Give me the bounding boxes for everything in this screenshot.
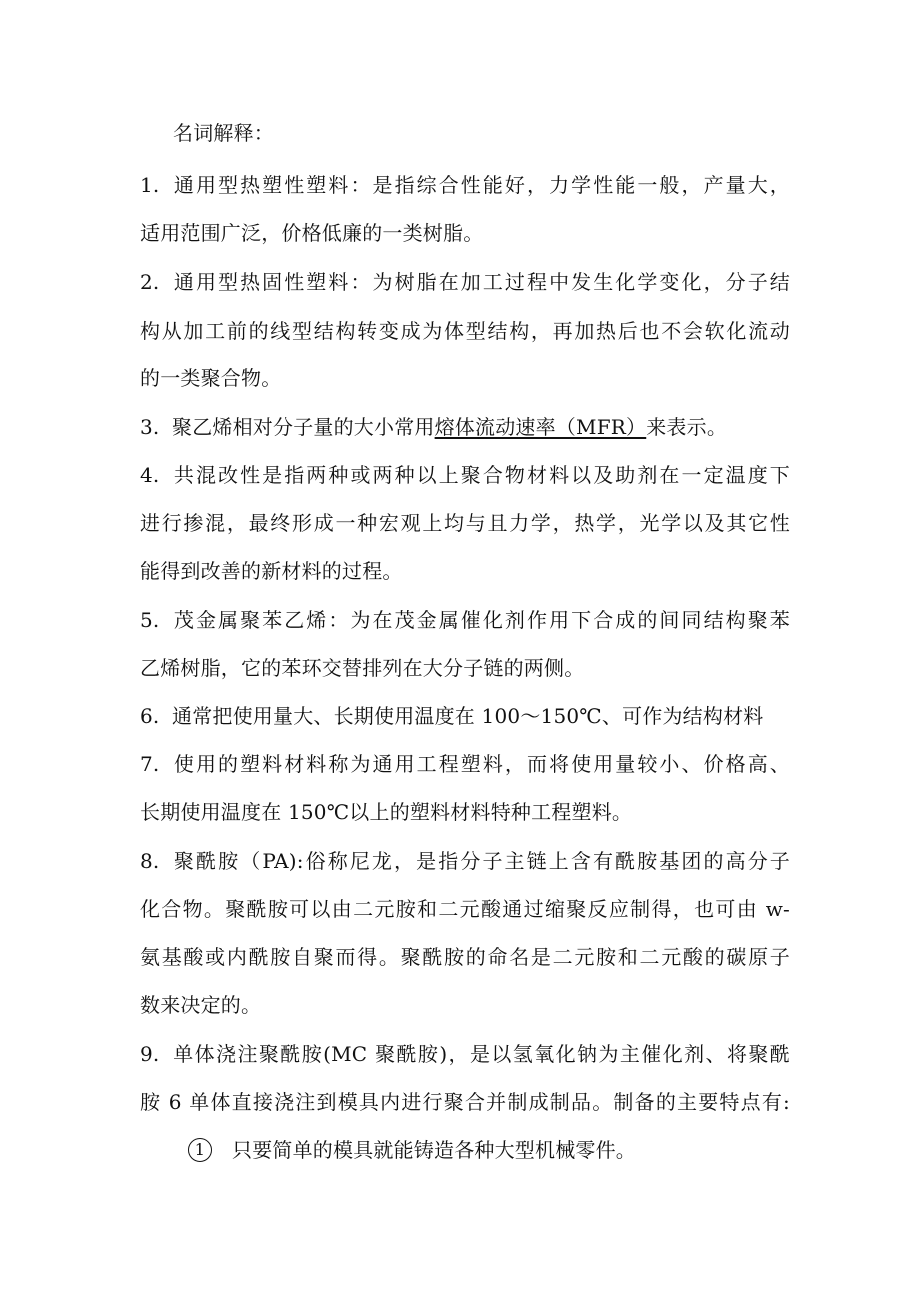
item-9-line-2: 胺 6 单体直接浇注到模具内进行聚合并制成制品。制备的主要特点有: [140,1090,790,1114]
item-1-line-1: 1. 通用型热塑性塑料：是指综合性能好，力学性能一般，产量大， [140,173,790,197]
item-4-line-1: 4. 共混改性是指两种或两种以上聚合物材料以及助剂在一定温度下 [140,463,790,487]
item-8-line-2: 化合物。聚酰胺可以由二元胺和二元酸通过缩聚反应制得，也可由 w- [140,897,790,921]
item-number: 9. [140,1042,160,1066]
item-3-line-1: 3. 聚乙烯相对分子量的大小常用熔体流动速率（MFR）来表示。 [140,415,728,439]
circled-number-one: 1 [188,1138,212,1162]
item-number: 8. [140,849,160,873]
section-heading: 名词解释： [173,121,274,145]
item-7-line-2: 长期使用温度在 150℃以上的塑料材料特种工程塑料。 [140,800,633,824]
item-number: 5. [140,608,160,632]
item-number: 4. [140,463,160,487]
item-8-line-3: 氨基酸或内酰胺自聚而得。聚酰胺的命名是二元胺和二元酸的碳原子 [140,945,790,969]
item-2-line-1: 2. 通用型热固性塑料：为树脂在加工过程中发生化学变化，分子结 [140,270,790,294]
item-number: 2. [140,270,160,294]
item-2-line-2: 构从加工前的线型结构转变成为体型结构，再加热后也不会软化流动 [140,319,790,343]
item-4-line-3: 能得到改善的新材料的过程。 [140,559,403,583]
sub-item-text: 只要简单的模具就能铸造各种大型机械零件。 [232,1138,636,1162]
item-number: 3. [140,415,160,439]
item-2-line-3: 的一类聚合物。 [140,366,282,390]
item-number: 1. [140,173,160,197]
item-6-line-1: 6. 通常把使用量大、长期使用温度在 100～150℃、可作为结构材料 [140,704,764,728]
item-5-line-1: 5. 茂金属聚苯乙烯：为在茂金属催化剂作用下合成的间同结构聚苯 [140,608,790,632]
underlined-term: 熔体流动速率（MFR） [434,415,647,439]
item-1-line-2: 适用范围广泛，价格低廉的一类树脂。 [140,221,484,245]
item-7-line-1: 7. 使用的塑料材料称为通用工程塑料，而将使用量较小、价格高、 [140,752,790,776]
item-8-line-4: 数来决定的。 [140,993,262,1017]
sub-item-1 [188,1138,748,1162]
item-4-line-2: 进行掺混，最终形成一种宏观上均与且力学，热学，光学以及其它性 [140,511,790,535]
item-number: 6. [140,704,160,728]
item-8-line-1: 8. 聚酰胺（PA):俗称尼龙，是指分子主链上含有酰胺基团的高分子 [140,849,790,873]
item-number: 7. [140,752,160,776]
item-9-line-1: 9. 单体浇注聚酰胺(MC 聚酰胺)，是以氢氧化钠为主催化剂、将聚酰 [140,1042,790,1066]
item-5-line-2: 乙烯树脂，它的苯环交替排列在大分子链的两侧。 [140,656,585,680]
